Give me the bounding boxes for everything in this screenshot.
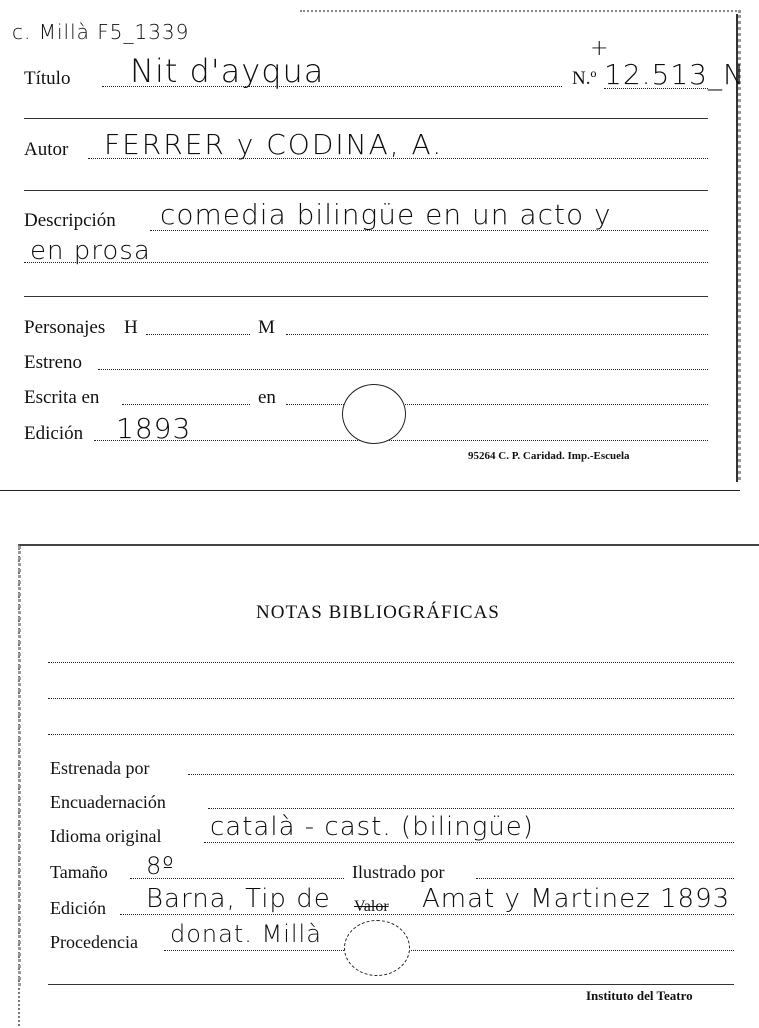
tamano-label: Tamaño [50,862,108,882]
scan-noise-top [300,10,740,16]
idioma-value: català - cast. (bilingüe) [210,812,534,842]
titulo-label: Título [24,68,71,89]
personajes-m-label: M [258,317,275,338]
personajes-label: Personajes [24,317,106,338]
encuadernacion-label: Encuadernación [50,792,166,812]
notas-heading: NOTAS BIBLIOGRÁFICAS [256,602,500,623]
descripcion-value-1: comedia bilingüe en un acto y [160,198,612,231]
edicion2-value-struck: Valor [354,898,389,915]
idioma-line [204,842,734,843]
estrenada-label: Estrenada por [50,758,150,778]
descripcion-third-line [24,296,708,297]
notas-line-1 [48,662,734,663]
edicion2-line [120,914,734,915]
top-card-bottom-edge [0,490,740,491]
autor-label: Autor [24,139,69,160]
scan-noise-left [0,546,21,986]
printer-imprint: 95264 C. P. Caridad. Imp.-Escuela [468,450,630,462]
edicion2-value-b: Amat y Martinez 1893 [422,884,731,914]
descripcion-value-2: en prosa [30,236,151,266]
bottom-card-final-line [48,984,734,985]
numero-label: N.º [572,68,597,89]
encuadernacion-line [208,808,734,809]
punch-hole [342,384,406,444]
escrita-en-label: en [258,387,276,408]
estreno-label: Estreno [24,352,83,373]
procedencia-label: Procedencia [50,932,138,952]
edicion-label: Edición [24,423,84,444]
edicion2-value-a: Barna, Tip de [146,884,331,914]
corner-note: c. Millà F5_1339 [12,20,190,44]
ilustrado-label: Ilustrado por [352,862,445,882]
numero-line [604,88,708,89]
procedencia-line [164,950,734,951]
titulo-value: Nit d'ayqua [130,52,325,90]
estreno-line [98,369,708,370]
procedencia-value: donat. Millà [170,920,322,948]
idioma-label: Idioma original [50,826,162,846]
edicion2-label: Edición [50,898,106,918]
autor-value: FERRER y CODINA, A. [104,128,444,161]
estrenada-line [188,774,734,775]
titulo-second-line [24,118,708,119]
notas-line-3 [48,734,734,735]
autor-second-line [24,190,708,191]
edicion-value: 1893 [116,412,192,445]
institute-footer: Instituto del Teatro [586,988,693,1003]
personajes-h-label: H [124,317,138,338]
numero-cross: + [590,36,610,61]
tamano-value: 8º [146,852,175,880]
punch-hole-2 [344,920,410,976]
personajes-h-line [146,334,250,335]
numero-value: 12.513_N [604,58,745,91]
ilustrado-line [476,878,734,879]
descripcion-label: Descripción [24,210,116,231]
escrita-label: Escrita en [24,387,100,408]
escrita-line-1 [122,404,250,405]
personajes-m-line [286,334,708,335]
notas-line-2 [48,698,734,699]
